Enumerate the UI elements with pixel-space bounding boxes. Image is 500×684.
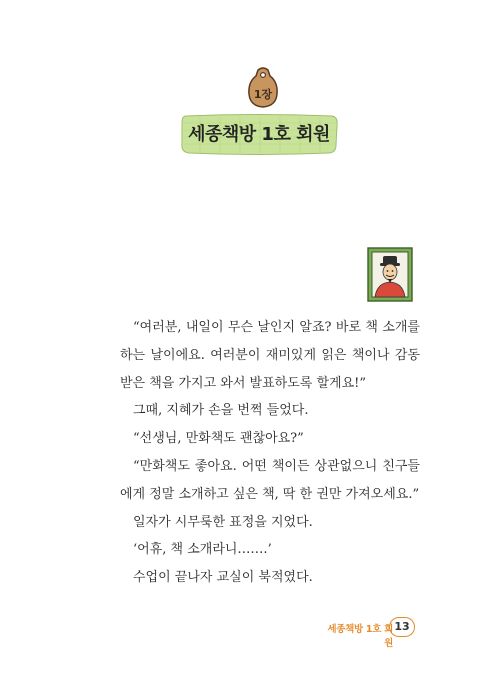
chapter-number: 1장 xyxy=(253,88,273,101)
paragraph: “여러분, 내일이 무슨 날인지 알죠? 바로 책 소개를 하는 날이에요. 여러분이 재미있게 읽은 책이나 감동받은 책을 가지고 와서 발표하도록 할게요!” xyxy=(120,320,420,391)
paragraph: “선생님, 만화책도 괜찮아요?” xyxy=(133,431,304,447)
king-portrait-icon xyxy=(367,247,413,302)
paragraph: “만화책도 좋아요. 어떤 책이든 상관없으니 친구들에게 정말 소개하고 싶은 책, 딱 한 권만 가져오세요.” xyxy=(120,458,420,502)
paragraph: 일자가 시무룩한 표정을 지었다. xyxy=(133,514,313,530)
running-title: 세종책방 1호 회원 xyxy=(327,624,393,649)
page-number: 13 xyxy=(389,617,415,637)
paragraph: 그때, 지혜가 손을 번쩍 들었다. xyxy=(133,403,309,419)
paragraph: ‘어휴, 책 소개라니…….’ xyxy=(133,542,272,558)
chapter-title: 세종책방 1호 회원 xyxy=(188,124,330,145)
story-text xyxy=(120,314,420,592)
paragraph: 수업이 끝나자 교실이 북적였다. xyxy=(133,570,313,586)
